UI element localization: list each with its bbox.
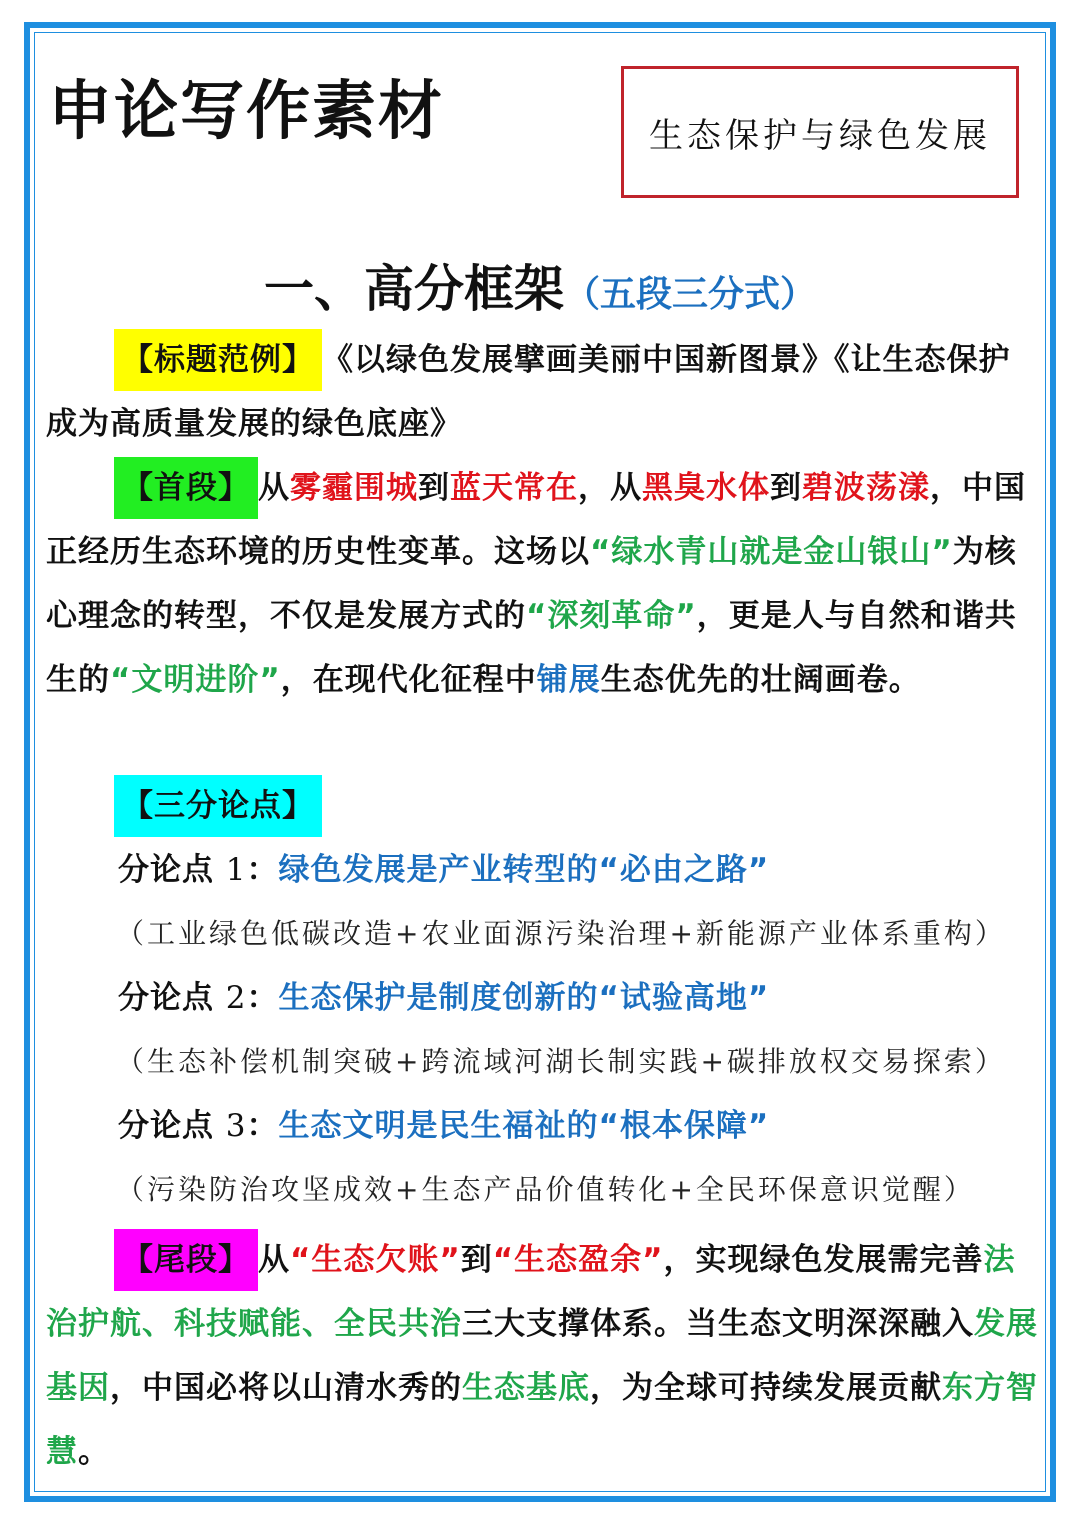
point-number: 3: [225, 1108, 247, 1144]
title-examples-tag: 【标题范例】: [114, 329, 322, 391]
opening-text: 到: [418, 470, 450, 506]
opening-highlight-green: “绿水青山就是金山银山”: [590, 534, 953, 570]
closing-text: ，中国必将以山清水秀的: [110, 1370, 462, 1406]
closing-text: 三大支撑体系。当生态文明深深融入: [462, 1306, 974, 1342]
opening-text: 到: [770, 470, 802, 506]
point-label: 分论点: [118, 980, 214, 1016]
section-heading-main: 一、高分框架: [263, 259, 564, 318]
section-heading: [0, 259, 1080, 318]
topic-box: [621, 66, 1019, 198]
topic-label: 生态保护与绿色发展: [649, 115, 991, 156]
closing-highlight-red: “生态盈余”: [492, 1242, 664, 1278]
points-tag: 【三分论点】: [114, 775, 322, 837]
point-claim: [46, 966, 1038, 1030]
title-examples-text: 《以绿色发展擘画美丽中国新图景》《让生态保护成为高质量发展的绿色底座》: [46, 342, 1011, 442]
point-label: 分论点: [118, 1108, 214, 1144]
page-title: 申论写作素材: [48, 74, 444, 149]
opening-text: ，从: [578, 470, 642, 506]
opening-highlight-red: 蓝天常在: [450, 470, 578, 506]
point-detail: （生态补偿机制突破+跨流域河湖长制实践+碳排放权交易探索）: [116, 1045, 1006, 1078]
closing-text: 从: [258, 1242, 290, 1278]
closing-highlight-green: 东方智慧: [46, 1370, 1038, 1470]
opening-tag: 【首段】: [114, 457, 258, 519]
point-claim: [46, 1094, 1038, 1158]
point-claim: [46, 838, 1038, 902]
point-colon: ：: [246, 980, 279, 1016]
point-label: 分论点: [118, 852, 214, 888]
closing-highlight-green: 法治护航、科技赋能、全民共治: [46, 1242, 1016, 1342]
title-examples-paragraph: [46, 328, 1038, 456]
points-tag-line: [46, 774, 1038, 838]
opening-highlight-green: “深刻革命”: [526, 598, 697, 634]
point-number: 1: [225, 852, 247, 888]
opening-highlight-green: “文明进阶”: [110, 662, 281, 698]
closing-highlight-red: “生态欠账”: [290, 1242, 461, 1278]
opening-text: 为核心理念的转型，不仅是发展方式的: [46, 534, 1017, 634]
opening-text: ，中国正经历生态环境的历史性变革。这场以: [46, 470, 1026, 570]
opening-highlight-blue: 铺展: [536, 662, 601, 698]
opening-highlight-red: 雾霾围城: [290, 470, 418, 506]
point-number: 2: [225, 980, 247, 1016]
closing-text: ，为全球可持续发展贡献: [590, 1370, 942, 1406]
point-claim-text: 生态保护是制度创新的“试验高地”: [278, 980, 770, 1016]
closing-highlight-green: 生态基底: [462, 1370, 590, 1406]
opening-highlight-red: 黑臭水体: [642, 470, 770, 506]
point-detail: （污染防治攻坚成效+生态产品价值转化+全民环保意识觉醒）: [116, 1173, 975, 1206]
opening-highlight-red: 碧波荡漾: [802, 470, 930, 506]
opening-text: 生态优先的壮阔画卷。: [600, 662, 921, 698]
closing-tag: 【尾段】: [114, 1229, 258, 1291]
closing-text: ，实现绿色发展需完善: [663, 1242, 984, 1278]
closing-paragraph: [46, 1228, 1038, 1484]
point-colon: ：: [246, 852, 279, 888]
closing-text: 。: [78, 1434, 110, 1470]
opening-paragraph: [46, 456, 1038, 712]
section-heading-sub: （五段三分式）: [563, 273, 816, 315]
point-detail: （工业绿色低碳改造+农业面源污染治理+新能源产业体系重构）: [116, 917, 1006, 950]
point-colon: ：: [246, 1108, 279, 1144]
closing-text: 到: [460, 1242, 493, 1278]
closing-highlight-green: 发展基因: [46, 1306, 1038, 1406]
point-claim-text: 绿色发展是产业转型的“必由之路”: [278, 852, 770, 888]
point-claim-text: 生态文明是民生福祉的“根本保障”: [278, 1108, 770, 1144]
opening-text: ，在现代化征程中: [280, 662, 537, 698]
points-list: [46, 838, 1038, 1222]
opening-text: 从: [258, 470, 290, 506]
opening-text: ，更是人与自然和谐共生的: [46, 598, 1017, 698]
